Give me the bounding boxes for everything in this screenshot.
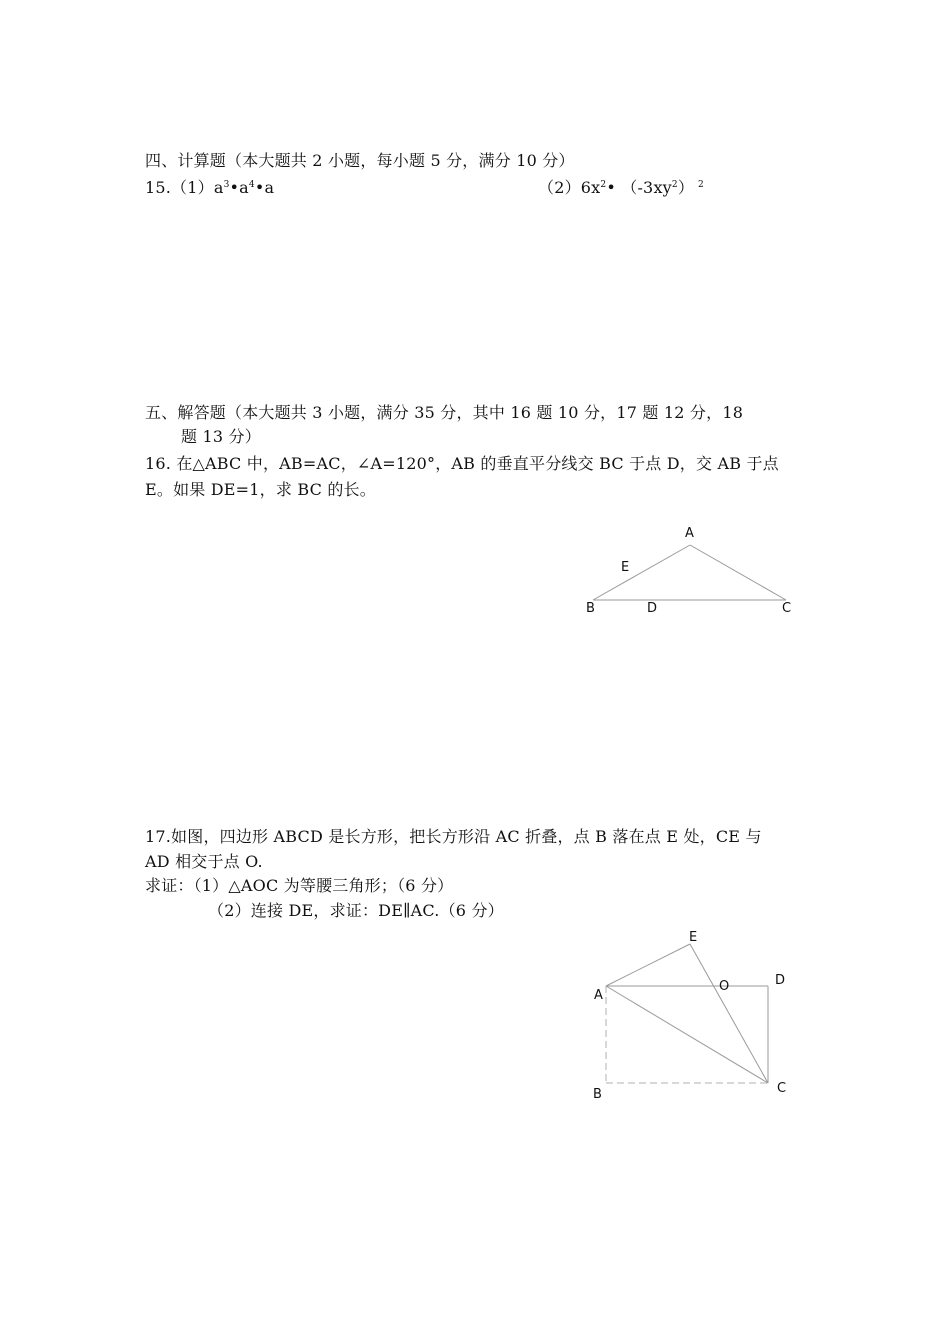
q17-rectangle-figure bbox=[593, 930, 786, 1102]
q16-text-line2: E。如果 DE=1，求 BC 的长。 bbox=[145, 480, 376, 499]
q16-side-ac bbox=[690, 545, 786, 600]
q15-p1-tail: •a bbox=[254, 178, 275, 197]
q16-triangle-figure bbox=[586, 526, 791, 616]
q17-text-line1: 17.如图，四边形 ABCD 是长方形，把长方形沿 AC 折叠，点 B 落在点 E 处，CE 与 bbox=[145, 827, 762, 846]
q16-label-c: C bbox=[782, 601, 792, 616]
q17-label-d: D bbox=[775, 973, 786, 988]
q17-segment-ec bbox=[690, 944, 768, 1083]
q15-p1-mid: •a bbox=[229, 178, 249, 197]
q16-label-b: B bbox=[586, 601, 595, 616]
q17-label-e: E bbox=[689, 930, 698, 945]
q15-p1-exp2: 4 bbox=[248, 180, 255, 190]
q15-p2-exp3: 2 bbox=[698, 180, 704, 190]
q15-p2-exp2: 2 bbox=[671, 180, 678, 190]
section5-heading-line1: 五、解答题（本大题共 3 小题，满分 35 分，其中 16 题 10 分，17 题 12 分，18 bbox=[145, 403, 744, 422]
q16-text-line1: 16. 在△ABC 中，AB=AC，∠A=120°，AB 的垂直平分线交 BC 于点 D，交 AB 于点 bbox=[145, 454, 779, 473]
q15-p2-prefix: （2）6x bbox=[538, 178, 601, 197]
q17-segment-ae bbox=[606, 944, 690, 986]
q15-p2-close: ） bbox=[677, 178, 695, 197]
q16-label-e: E bbox=[621, 560, 630, 575]
q17-text-line3: 求证：（1）△AOC 为等腰三角形；（6 分） bbox=[145, 876, 454, 895]
q17-label-b: B bbox=[593, 1087, 602, 1102]
q17-text-line4: （2）连接 DE，求证：DE∥AC.（6 分） bbox=[208, 901, 504, 920]
q15-p1-exp1: 3 bbox=[223, 180, 230, 190]
q15-p1-prefix: （1）a bbox=[171, 178, 224, 197]
q15-p2-mid: • （-3xy bbox=[606, 178, 672, 197]
q15-p2-exp1: 2 bbox=[600, 180, 607, 190]
q17-label-c: C bbox=[777, 1081, 787, 1096]
q17-text-line2: AD 相交于点 O. bbox=[145, 852, 263, 871]
q17-diagonal-ac bbox=[606, 986, 768, 1083]
q15-number: 15. bbox=[145, 178, 172, 197]
q16-label-a: A bbox=[685, 526, 694, 541]
q17-label-a: A bbox=[594, 988, 603, 1003]
q16-label-d: D bbox=[647, 601, 658, 616]
q17-label-o: O bbox=[719, 979, 730, 994]
q16-side-ab bbox=[593, 545, 690, 600]
section5-heading-line2: 题 13 分） bbox=[181, 427, 261, 446]
section4-heading: 四、计算题（本大题共 2 小题，每小题 5 分，满分 10 分） bbox=[145, 151, 575, 170]
